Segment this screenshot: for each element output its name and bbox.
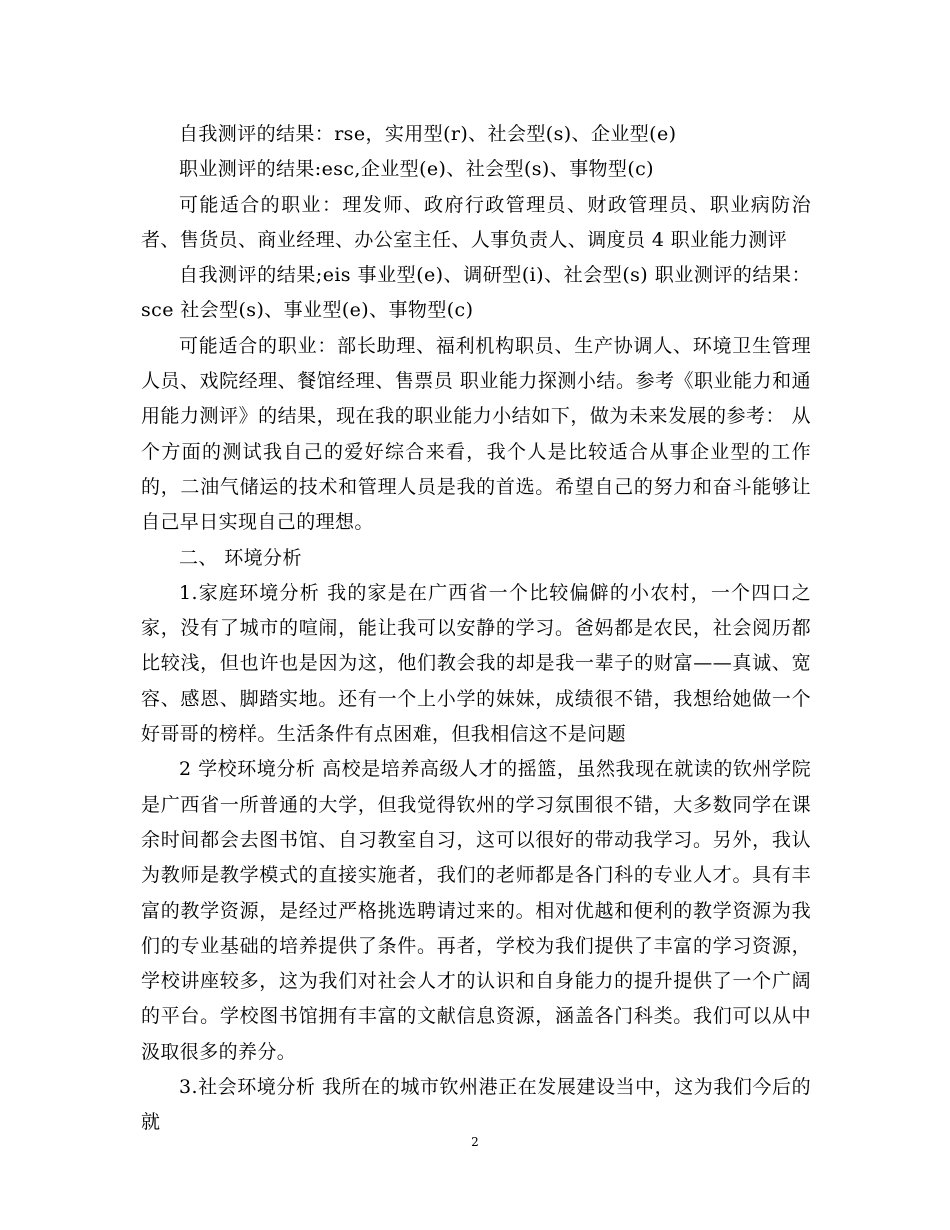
paragraph-suitable-careers-1: 可能适合的职业：理发师、政府行政管理员、财政管理员、职业病防治者、售货员、商业经理、办公室主任、人事负责人、调度员 4 职业能力测评 xyxy=(141,193,811,251)
paragraph-suitable-careers-2: 可能适合的职业：部长助理、福利机构职员、生产协调人、环境卫生管理人员、戏院经理、餐馆经理、售票员 职业能力探测小结。参考《职业能力和通用能力测评》的结果，现在我的职业能力小结如下，做为未来发展的参考： 从个方面的测试我自己的爱好综合来看，我个人是比较适合从事企业型的工作的，二油气储运的技术和管理人员是我的首选。希望自己的努力和奋斗能够让自己早日实现自己的理想。 xyxy=(141,334,811,534)
paragraph-self-assessment-2: 自我测评的结果;eis 事业型(e)、调研型(i)、社会型(s) 职业测评的结果：sce 社会型(s)、事业型(e)、事物型(c) xyxy=(141,264,811,322)
document-body xyxy=(141,117,811,1141)
paragraph-career-assessment-1: 职业测评的结果:esc,企业型(e)、社会型(s)、事物型(c) xyxy=(179,158,654,181)
paragraph-social-environment: 3.社会环境分析 我所在的城市钦州港正在发展建设当中，这为我们今后的就 xyxy=(141,1076,811,1134)
paragraph-school-environment: 2 学校环境分析 高校是培养高级人才的摇篮，虽然我现在就读的钦州学院是广西省一所普通的大学，但我觉得钦州的学习氛围很不错，大多数同学在课余时间都会去图书馆、自习教室自习，这可以很好的带动我学习。另外，我认为教师是教学模式的直接实施者，我们的老师都是各门科的专业人才。具有丰富的教学资源，是经过严格挑选聘请过来的。相对优越和便利的教学资源为我们的专业基础的培养提供了条件。再者，学校为我们提供了丰富的学习资源，学校讲座较多，这为我们对社会人才的认识和自身能力的提升提供了一个广阔的平台。学校图书馆拥有丰富的文献信息资源，涵盖各门科类。我们可以从中汲取很多的养分。 xyxy=(141,758,811,1063)
paragraph-self-assessment-1: 自我测评的结果：rse，实用型(r)、社会型(s)、企业型(e) xyxy=(179,123,677,145)
paragraph-family-environment: 1.家庭环境分析 我的家是在广西省一个比较偏僻的小农村，一个四口之家，没有了城市的喧闹，能让我可以安静的学习。爸妈都是农民，社会阅历都比较浅，但也许也是因为这，他们教会我的却是我一辈子的财富——真诚、宽容、感恩、脚踏实地。还有一个上小学的妹妹，成绩很不错，我想给她做一个好哥哥的榜样。生活条件有点困难，但我相信这不是问题 xyxy=(141,581,811,746)
page-number: 2 xyxy=(471,1135,479,1149)
section-heading-environment-analysis: 二、 环境分析 xyxy=(179,546,302,569)
